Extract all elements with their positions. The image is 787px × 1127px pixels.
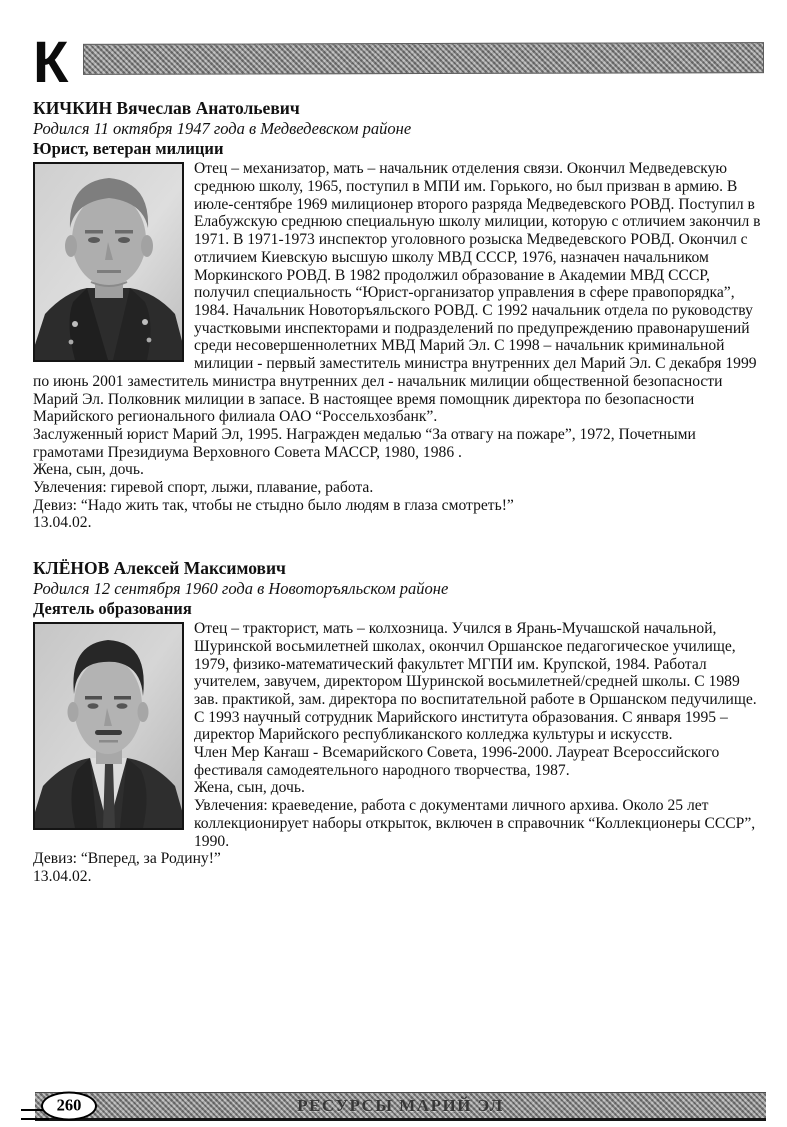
portrait-kichkin-image <box>35 164 182 360</box>
bio-paragraph: Увлечения: краеведение, работа с документами личного архива. Около 25 лет коллекционирует наборы открыток, включен в справочник “Коллекционеры СССР”, 1990. <box>194 797 756 850</box>
person-name: КИЧКИН Вячеслав Анатольевич <box>33 98 300 119</box>
bio-paragraph: 13.04.02. <box>33 867 92 885</box>
page-content <box>33 30 764 886</box>
book-title: РЕСУРСЫ МАРИЙ ЭЛ <box>297 1095 504 1115</box>
section-divider-bar <box>83 42 764 75</box>
bio-paragraph: Отец – механизатор, мать – начальник отделения связи. Окончил Медведевскую среднюю школу, 1965, поступил в МПИ им. Горького, но был призван в армию. В июле-сентябре 1969 милиционер второго разряда Медведевского РОВД. Поступил в Елабужскую среднюю специальную школу милиции, которую с отличием закончил в 1971. В 1971-1973 инспектор уголовного розыска Медведевского РОВД. Окончил с отличием Киевскую высшую школу МВД СССР, 1976, назначен начальником Моркинского РОВД. В 1982 продолжил образование в Академии МВД СССР, получил специальность “Юрист-организатор управления в сфере правопорядка”, 1984. Начальник Новоторъяльского РОВД. С 1992 начальник отдела по руководству участковыми инспекторами и подразделений по предупреждению правонарушений среди несовершеннолетних МВД Марий Эл. С 1998 – начальник криминальной милиции - первый заместитель министра внутренних дел Марий Эл. С декабря 1999 по июнь 2001 заместитель министра внутренних дел - начальник милиции общественной безопасности Марий Эл. Полковник милиции в запасе. В настоящее время помощник директора по безопасности Марийского регионального филиала ОАО “Россельхозбанк”. <box>33 160 761 426</box>
bio-paragraph: 13.04.02. <box>33 514 92 532</box>
bio-paragraph: Заслуженный юрист Марий Эл, 1995. Награжден медалью “За отвагу на пожаре”, 1972, Почетными грамотами Президиума Верховного Совета МАССР, 1980, 1986 . <box>33 425 696 461</box>
bio-paragraph: Отец – тракторист, мать – колхозница. Учился в Ярань-Мучашской начальной, Шуринской восьмилетней школах, окончил Оршанское педагогическое училище, 1979, физико-математический факультет МГПИ им. Крупской, 1984. Работал учителем, завучем, директором Шуринской восьмилетней/средней школы. С 1989 зав. практикой, зам. директора по воспитательной работе в Оршанском педучилище. С 1993 научный сотрудник Марийского института образования. С января 1995 – директор Марийского республиканского колледжа культуры и искусств. <box>194 620 757 744</box>
person-role: Деятель образования <box>33 599 192 619</box>
biography-text-block <box>33 620 764 886</box>
portrait-photo-kichkin <box>33 162 184 362</box>
bio-paragraph: Девиз: “Вперед, за Родину!” <box>33 850 221 868</box>
page-number-badge: 260 <box>41 1091 97 1120</box>
portrait-klyonov-image <box>35 624 182 828</box>
birth-line: Родился 12 сентября 1960 года в Новоторъяльском районе <box>33 579 449 599</box>
bio-paragraph: Член Мер Каҥаш - Всемарийского Совета, 1996-2000. Лауреат Всероссийского фестиваля самодеятельного народного творчества, 1987. <box>194 744 720 779</box>
bio-paragraph: Жена, сын, дочь. <box>33 461 144 479</box>
bio-paragraph: Жена, сын, дочь. <box>194 779 305 797</box>
section-header <box>33 30 764 95</box>
person-role: Юрист, ветеран милиции <box>33 139 224 159</box>
person-name: КЛЁНОВ Алексей Максимович <box>33 558 286 579</box>
biography-entry-kichkin <box>33 98 764 532</box>
page-footer <box>35 1092 766 1121</box>
bio-paragraph: Девиз: “Надо жить так, чтобы не стыдно было людям в глаза смотреть!” <box>33 496 514 514</box>
portrait-photo-klyonov <box>33 622 184 830</box>
biography-entry-klyonov <box>33 558 764 886</box>
bio-paragraph: Увлечения: гиревой спорт, лыжи, плавание, работа. <box>33 479 374 497</box>
birth-line: Родился 11 октября 1947 года в Медведевском районе <box>33 119 412 139</box>
biography-text-block <box>33 160 764 532</box>
section-letter: К <box>33 30 67 95</box>
